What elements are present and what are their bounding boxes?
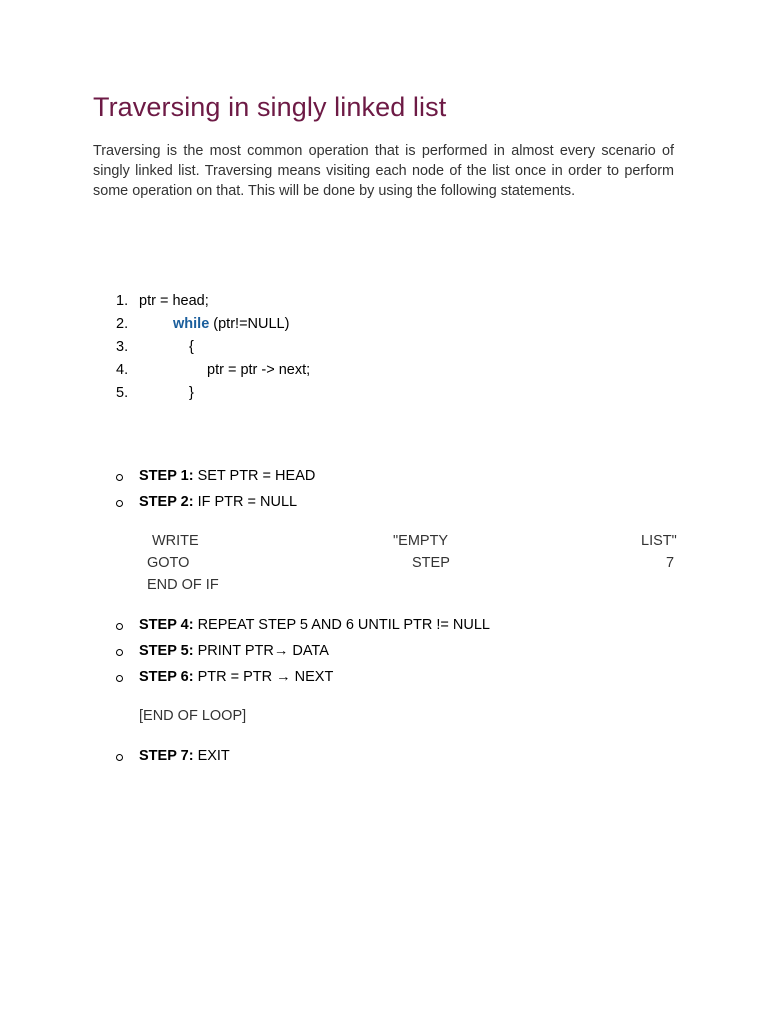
- step-text: PTR = PTR → NEXT: [197, 669, 334, 685]
- step-label: STEP 2:: [139, 494, 194, 510]
- step-text: EXIT: [197, 748, 230, 764]
- code-text: {: [189, 339, 194, 355]
- while-condition: (ptr!=NULL): [209, 316, 290, 332]
- step-text: SET PTR = HEAD: [197, 468, 316, 484]
- step-text: IF PTR = NULL: [197, 494, 298, 510]
- step-text: REPEAT STEP 5 AND 6 UNTIL PTR != NULL: [197, 617, 490, 633]
- step-label: STEP 4:: [139, 617, 194, 633]
- goto-word: GOTO: [147, 555, 190, 571]
- line-number: 3.: [116, 339, 129, 355]
- page-title: Traversing in singly linked list: [93, 92, 447, 122]
- code-text: ptr = ptr -> next;: [207, 362, 311, 378]
- end-of-loop: [END OF LOOP]: [139, 708, 247, 724]
- line-number: 4.: [116, 362, 129, 378]
- intro-paragraph: Traversing is the most common operation that is performed in almost every scenario of singly linked list. Traversing means visiting each node of the list once in order to perform some operation on that. This will be done by using the following statements.: [93, 143, 674, 199]
- end-of-if: END OF IF: [147, 577, 219, 593]
- line-number: 5.: [116, 385, 129, 401]
- line-number: 1.: [116, 293, 129, 309]
- step-label: STEP 6:: [139, 669, 194, 685]
- line-number: 2.: [116, 316, 129, 332]
- bullet-icon: [116, 675, 123, 682]
- step-label: STEP 1:: [139, 468, 194, 484]
- bullet-icon: [116, 500, 123, 507]
- step-text: PRINT PTR→ DATA: [197, 643, 329, 659]
- bullet-icon: [116, 474, 123, 481]
- code-text: ptr = head;: [139, 293, 209, 309]
- write-word: WRITE: [152, 533, 199, 549]
- step-word: STEP: [412, 555, 450, 571]
- keyword-while: while: [173, 316, 210, 332]
- list-word: LIST": [641, 533, 677, 549]
- code-text: }: [189, 385, 194, 401]
- code-text: [173, 313, 289, 336]
- empty-word: "EMPTY: [393, 533, 449, 549]
- step-number: 7: [666, 555, 675, 571]
- step-label: STEP 5:: [139, 643, 194, 659]
- bullet-icon: [116, 754, 123, 761]
- bullet-icon: [116, 649, 123, 656]
- step-label: STEP 7:: [139, 748, 194, 764]
- bullet-icon: [116, 623, 123, 630]
